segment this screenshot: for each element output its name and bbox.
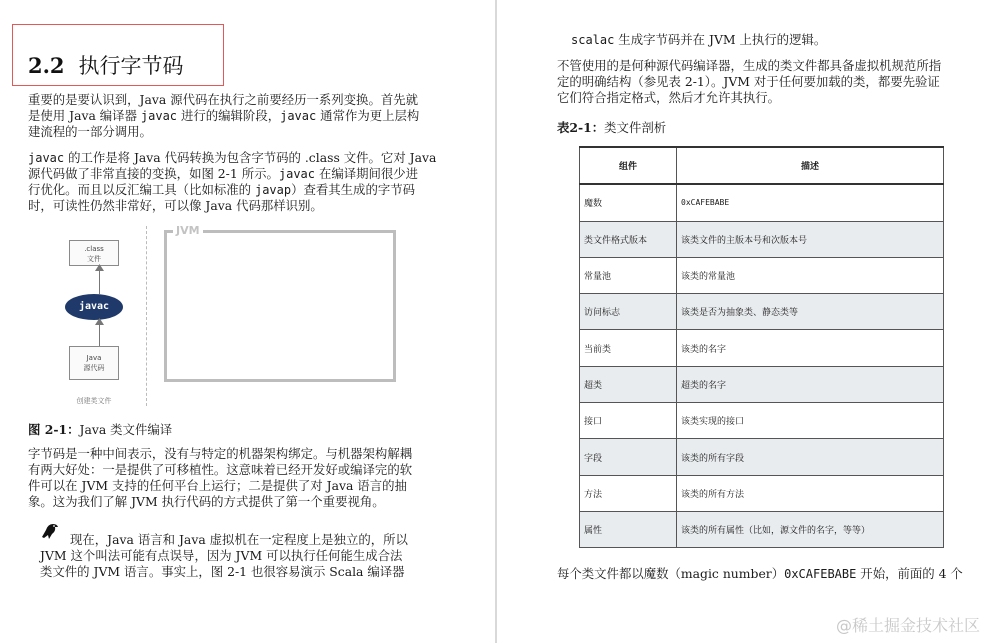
cell-description: 该类是否为抽象类、静态类等 [677, 294, 944, 330]
javac-compiler-ellipse: javac [65, 294, 123, 320]
note-line-2: JVM 这个叫法可能有点误导，因为 JVM 可以执行任何能生成合法 [40, 548, 403, 563]
figure-divider [146, 226, 147, 406]
paragraph-javac: javac 的工作是将 Java 代码转换为包含字节码的 .class 文件。它对 Java 源代码做了非常直接的变换，如图 2-1 所示。javac 在编译期间很少进 行优化。而且以反汇编工具（比如标准的 javap）查看其生成的字节码 时，可读性仍然非常好，可以像 Java 代码那样识别。 [28, 150, 437, 213]
paragraph-magic-number: 每个类文件都以魔数（magic number）0xCAFEBABE 开始，前面的 4 个 [557, 566, 963, 581]
table-row [580, 257, 944, 293]
table-row [580, 403, 944, 439]
table-row [580, 330, 944, 366]
bird-note-icon [40, 521, 60, 541]
arrow-head-top-icon [95, 264, 104, 271]
paragraph-intro: 重要的是要认识到，Java 源代码在执行之前要经历一系列变换。首先就 是使用 Java 编译器 javac 进行的编辑阶段，javac 通常作为更上层构 建流程的一部分调用。 [28, 92, 420, 139]
cell-description: 该类实现的接口 [677, 403, 944, 439]
cell-description: 超类的名字 [677, 366, 944, 402]
class-file-table [579, 146, 944, 548]
cell-component: 字段 [580, 439, 677, 475]
cell-component: 访问标志 [580, 294, 677, 330]
cell-description: 该类的所有方法 [677, 475, 944, 511]
jvm-label: JVM [173, 224, 203, 237]
paragraph-class-structure: 不管使用的是何种源代码编译器，生成的类文件都具备虚拟机规范所指 定的明确结构（参见表 2-1）。JVM 对于任何要加载的类，都要先验证 它们符合指定格式，然后才允许其执行。 [557, 58, 942, 105]
table-row [580, 184, 944, 221]
cell-component: 常量池 [580, 257, 677, 293]
note-line-3: 类文件的 JVM 语言。事实上，图 2-1 也很容易演示 Scala 编译器 [40, 564, 405, 579]
table-row [580, 475, 944, 511]
cell-component: 类文件格式版本 [580, 221, 677, 257]
figure-2-1 [56, 226, 416, 406]
table-header-row [580, 147, 944, 184]
cell-description: 该类的常量池 [677, 257, 944, 293]
cell-component: 魔数 [580, 184, 677, 221]
cell-component: 方法 [580, 475, 677, 511]
cell-component: 当前类 [580, 330, 677, 366]
section-title: 执行字节码 [78, 54, 184, 78]
java-source-box: Java 源代码 [69, 346, 119, 380]
paragraph-bytecode: 字节码是一种中间表示，没有与特定的机器架构绑定。与机器架构解耦 有两大好处：一是提供了可移植性。这意味着已经开发好或编译完的软 件可以在 JVM 支持的任何平台上运行；二是提供了对 Java 语言的抽 象。这为我们了解 JVM 执行代码的方式提供了第一个重要视角。 [28, 446, 413, 509]
cell-component: 属性 [580, 511, 677, 547]
cell-description: 该类的所有属性（比如，源文件的名字，等等） [677, 511, 944, 547]
table-caption: 表2-1：类文件剖析 [557, 120, 667, 135]
table-row [580, 366, 944, 402]
cell-description: 该类的名字 [677, 330, 944, 366]
cell-description: 该类文件的主版本号和次版本号 [677, 221, 944, 257]
cell-component: 接口 [580, 403, 677, 439]
section-heading [28, 50, 184, 80]
header-description: 描述 [677, 147, 944, 184]
header-component: 组件 [580, 147, 677, 184]
paragraph-scalac: scalac 生成字节码并在 JVM 上执行的逻辑。 [571, 32, 827, 47]
watermark: @稀土掘金技术社区 [836, 616, 981, 635]
figure-caption: 图 2-1：Java 类文件编译 [28, 422, 173, 437]
table-row [580, 439, 944, 475]
cell-description: 该类的所有字段 [677, 439, 944, 475]
table-row [580, 221, 944, 257]
note-line-1: 现在，Java 语言和 Java 虚拟机在一定程度上是独立的，所以 [70, 532, 408, 547]
arrow-head-bottom-icon [95, 318, 104, 325]
class-file-box: .class 文件 [69, 240, 119, 266]
table-row [580, 511, 944, 547]
cell-component: 超类 [580, 366, 677, 402]
jvm-box [164, 224, 396, 382]
section-number: 2.2 [28, 53, 65, 78]
figure-bottom-label: 创建类文件 [76, 397, 112, 405]
cell-description: 0xCAFEBABE [677, 184, 944, 221]
table-row [580, 294, 944, 330]
